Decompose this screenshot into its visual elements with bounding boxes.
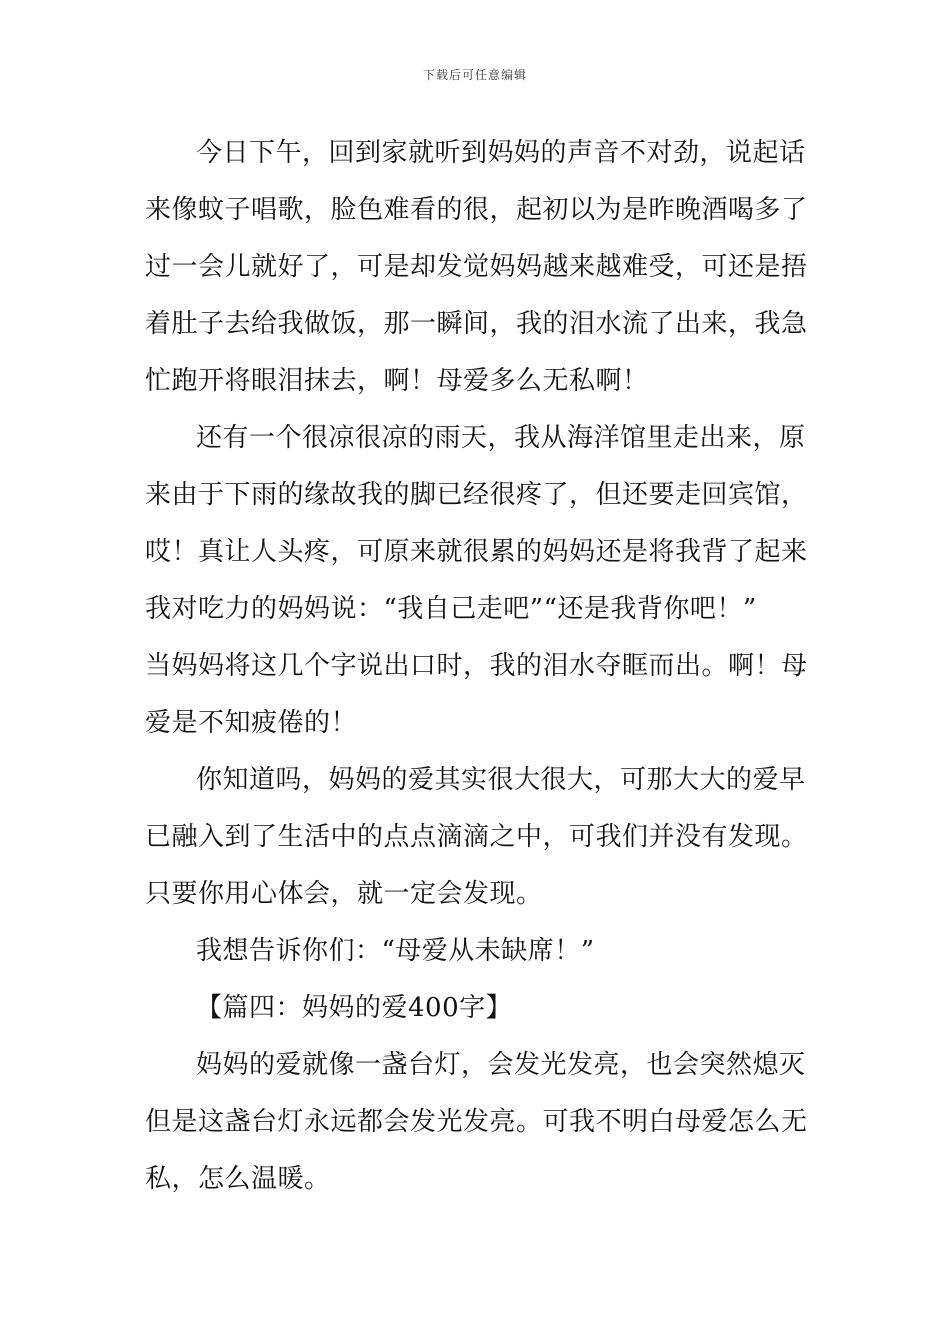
- text-line-1: 今日下午，回到家就听到妈妈的声音不对劲，说起话: [196, 138, 806, 168]
- text-line-2: 来像蚊子唱歌，脸色难看的很，起初以为是昨晚酒喝多了: [145, 195, 808, 225]
- text-line-11: 爱是不知疲倦的！: [145, 708, 358, 738]
- text-line-3: 过一会儿就好了，可是却发觉妈妈越来越难受，可还是捂: [145, 252, 808, 282]
- text-line-17: 妈妈的爱就像一盏台灯，会发光发亮，也会突然熄灭: [196, 1050, 806, 1080]
- text-line-6: 还有一个很凉很凉的雨天，我从海洋馆里走出来，原: [196, 423, 806, 453]
- text-line-18: 但是这盏台灯永远都会发光发亮。可我不明白母爱怎么无: [145, 1107, 808, 1137]
- text-line-12: 你知道吗，妈妈的爱其实很大很大，可那大大的爱早: [196, 765, 806, 795]
- text-line-7: 来由于下雨的缘故我的脚已经很疼了，但还要走回宾馆，: [145, 480, 808, 510]
- text-line-14: 只要你用心体会，就一定会发现。: [145, 879, 543, 909]
- text-line-19: 私，怎么温暖。: [145, 1164, 331, 1194]
- page-header: 下载后可任意编辑: [422, 68, 527, 82]
- text-line-4: 着肚子去给我做饭，那一瞬间，我的泪水流了出来，我急: [145, 309, 808, 339]
- text-line-15: 我想告诉你们：“母爱从未缺席！”: [196, 936, 595, 966]
- text-line-13: 已融入到了生活中的点点滴滴之中，可我们并没有发现。: [145, 822, 808, 852]
- text-line-5: 忙跑开将眼泪抹去，啊！母爱多么无私啊！: [145, 366, 649, 396]
- text-line-10: 当妈妈将这几个字说出口时，我的泪水夺眶而出。啊！母: [145, 651, 808, 681]
- text-line-8: 哎！真让人头疼，可原来就很累的妈妈还是将我背了起来: [145, 537, 808, 567]
- text-line-9: 我对吃力的妈妈说：“我自己走吧”“还是我背你吧！”: [145, 594, 757, 624]
- section-heading: 【篇四：妈妈的爱400字】: [196, 993, 513, 1023]
